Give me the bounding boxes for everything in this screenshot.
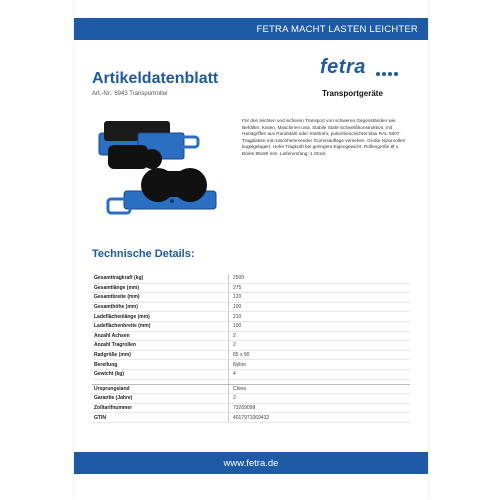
spec-label: Gesamthöhe (mm) bbox=[92, 302, 229, 312]
spec-row bbox=[92, 283, 410, 293]
spec-value: Nylon bbox=[229, 360, 411, 370]
top-banner bbox=[74, 18, 428, 40]
spec-label: Radgröße (mm) bbox=[92, 350, 229, 360]
spec-row bbox=[92, 312, 410, 322]
spec-row bbox=[92, 331, 410, 341]
spec-row bbox=[92, 413, 410, 423]
footer-bar bbox=[74, 452, 428, 474]
spec-label: Anzahl Achsen bbox=[92, 331, 229, 341]
spec-row bbox=[92, 302, 410, 312]
spec-label: Gewicht (kg) bbox=[92, 369, 229, 379]
spec-value: 4017971069432 bbox=[229, 413, 411, 423]
fetra-logo bbox=[320, 56, 402, 82]
spec-row bbox=[92, 384, 410, 394]
logo-dots bbox=[376, 72, 398, 76]
footer-url[interactable]: www.fetra.de bbox=[223, 457, 279, 469]
section-title-technical: Technische Details: bbox=[92, 248, 195, 260]
product-description: Für den leichten und sicheren Transport von schweren Gegenständen wie Behälter, Kisten, Maschinen usw. Stabile Stahl-Schweißkonstruktion, mit Handgriffen aus Rundstahl oder Stahlrohr, pulverbeschichtet blau RAL 5007. Tragplatten mit rutschhemmender Gummiauflage versehen. Große Nylonrollen kugelgelagert. Hohe Tragkraft bei geringem Eigengewicht. Rollengröße Ø x Breite 85x90 mm. Lieferumfang: 1 Stück bbox=[242, 118, 406, 156]
spec-value: 2500 bbox=[229, 274, 411, 283]
spec-table bbox=[92, 274, 410, 423]
spec-row bbox=[92, 341, 410, 351]
spec-row bbox=[92, 369, 410, 379]
article-number: Art.-Nr.: 6943 Transportroller bbox=[92, 91, 169, 97]
spec-row bbox=[92, 360, 410, 370]
brand-subtitle: Transportgeräte bbox=[322, 89, 383, 98]
spec-value: 100 bbox=[229, 302, 411, 312]
spec-value: China bbox=[229, 384, 411, 394]
spec-row bbox=[92, 293, 410, 303]
spec-value: 100 bbox=[229, 321, 411, 331]
spec-label: Ladeflächenbreite (mm) bbox=[92, 321, 229, 331]
roller-front bbox=[108, 168, 216, 213]
spec-row bbox=[92, 394, 410, 404]
spec-label: Gesamtlänge (mm) bbox=[92, 283, 229, 293]
roller-back bbox=[99, 121, 198, 169]
slogan: FETRA MACHT LASTEN LEICHTER bbox=[256, 23, 418, 35]
spec-value: 73269098 bbox=[229, 403, 411, 413]
logo-text: fetra bbox=[320, 56, 366, 78]
spec-row bbox=[92, 403, 410, 413]
spec-label: Ladeflächenlänge (mm) bbox=[92, 312, 229, 322]
spec-row bbox=[92, 321, 410, 331]
spec-value: 4 bbox=[229, 369, 411, 379]
spec-label: Bereifung bbox=[92, 360, 229, 370]
spec-value: 120 bbox=[229, 293, 411, 303]
spec-value: 275 bbox=[229, 283, 411, 293]
spec-label: Anzahl Tragrollen bbox=[92, 341, 229, 351]
spec-value: 85 x 90 bbox=[229, 350, 411, 360]
spec-value: 2 bbox=[229, 341, 411, 351]
spec-label: Gesamttragkraft (kg) bbox=[92, 274, 229, 283]
spec-label: Garantie (Jahre) bbox=[92, 394, 229, 404]
spec-row bbox=[92, 274, 410, 283]
spec-value: 210 bbox=[229, 312, 411, 322]
page-title: Artikeldatenblatt bbox=[92, 70, 219, 87]
datasheet-page bbox=[74, 0, 428, 500]
spec-value: 2 bbox=[229, 331, 411, 341]
spec-label: Ursprungsland bbox=[92, 384, 229, 394]
spec-row bbox=[92, 350, 410, 360]
spec-value: 2 bbox=[229, 394, 411, 404]
spec-label: Gesamtbreite (mm) bbox=[92, 293, 229, 303]
spec-label: GTIN bbox=[92, 413, 229, 423]
spec-label: Zolltarifnummer bbox=[92, 403, 229, 413]
product-image bbox=[94, 115, 242, 225]
